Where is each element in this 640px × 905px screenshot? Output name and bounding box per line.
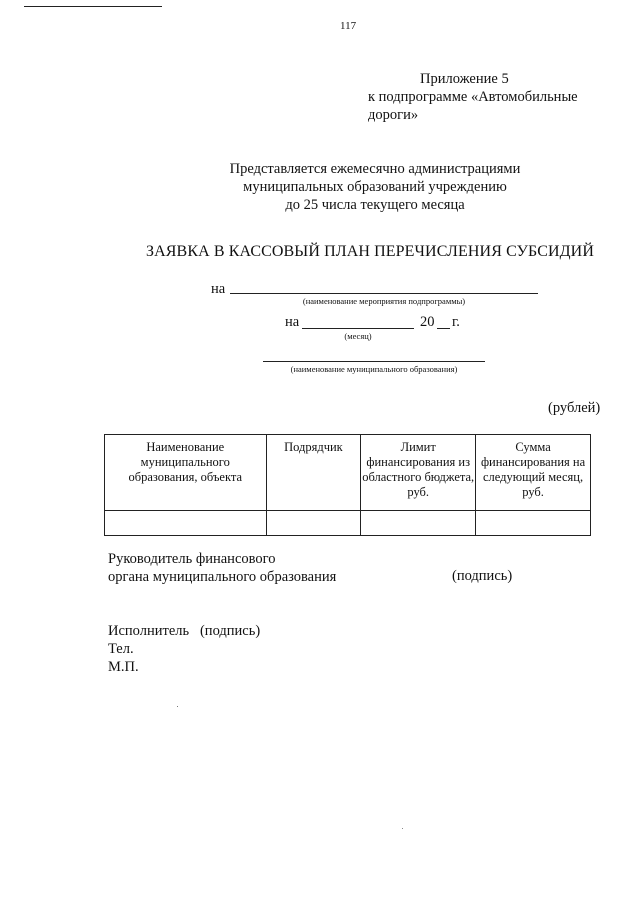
table-cell[interactable]: [105, 511, 267, 536]
executor-signature: Исполнитель (подпись): [108, 623, 261, 639]
header-municipality-object: Наименование муниципального образования, объекта: [105, 435, 267, 511]
header-next-month-amount: Сумма финансирования на следующий месяц, руб.: [476, 435, 591, 511]
submission-line-1: Представляется ежемесячно администрациями: [229, 161, 521, 177]
scan-speck: [402, 828, 403, 829]
finance-head-line-2: органа муниципального образования: [108, 569, 337, 585]
submission-line-2: муниципальных образований учреждению: [243, 179, 507, 195]
table-header-row: [105, 435, 591, 511]
month-field-label: на: [285, 314, 300, 330]
scan-speck: [177, 706, 178, 707]
month-field-line[interactable]: [302, 328, 414, 329]
municipality-field-line[interactable]: [263, 361, 485, 362]
table-cell[interactable]: [361, 511, 476, 536]
submission-note: [180, 160, 570, 214]
finance-head-block: [108, 550, 336, 586]
appendix-note: [368, 70, 608, 124]
finance-head-line-1: Руководитель финансового: [108, 551, 276, 567]
finance-head-signature: (подпись): [452, 568, 513, 584]
header-regional-limit: Лимит финансирования из областного бюджета, руб.: [361, 435, 476, 511]
table-row: [105, 511, 591, 536]
table-cell[interactable]: [476, 511, 591, 536]
month-field-caption: (месяц): [344, 331, 372, 341]
page-number: 117: [340, 20, 357, 32]
top-rule: [24, 6, 162, 7]
submission-line-3: до 25 числа текущего месяца: [285, 197, 465, 213]
year-field-line[interactable]: [437, 328, 450, 329]
appendix-line-3: дороги»: [368, 107, 419, 123]
executor-block: [108, 622, 260, 676]
event-field-caption: (наименование мероприятия подпрограммы): [302, 296, 466, 306]
header-contractor: Подрядчик: [266, 435, 361, 511]
request-table: [104, 434, 591, 536]
appendix-line-2: к подпрограмме «Автомобильные: [368, 89, 578, 105]
document-title: ЗАЯВКА В КАССОВЫЙ ПЛАН ПЕРЕЧИСЛЕНИЯ СУБСИДИЙ: [146, 243, 594, 260]
event-field-line[interactable]: [230, 293, 538, 294]
currency-units: (рублей): [548, 400, 601, 416]
event-field-label: на: [211, 281, 226, 297]
executor-phone: Тел.: [108, 641, 134, 657]
stamp-place: М.П.: [108, 659, 139, 675]
appendix-line-1: Приложение 5: [420, 71, 509, 87]
year-prefix: 20: [420, 314, 435, 330]
table-cell[interactable]: [266, 511, 361, 536]
year-suffix: г.: [452, 314, 460, 330]
municipality-field-caption: (наименование муниципального образования): [290, 364, 458, 374]
